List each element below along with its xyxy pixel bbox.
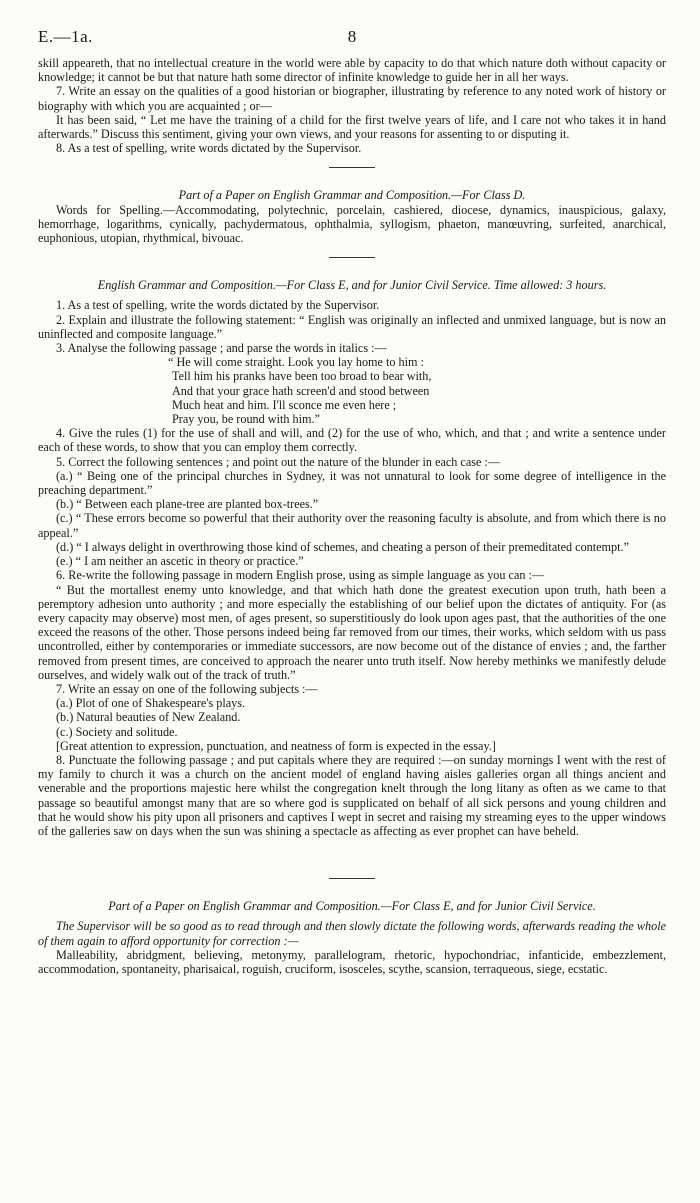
e-question-5: 5. Correct the following sentences ; and point out the nature of the blunder in each case :— [56,454,501,469]
e-question-7: 7. Write an essay on one of the following subjects :— [56,681,318,696]
question-7: 7. Write an essay on the qualities of a good historian or biographer, illustrating by reference to any noted work of history or biography with which you are acquainted ; or— [38,84,666,113]
section-divider [329,167,375,168]
section-e-title: English Grammar and Composition.—For Class E, and for Junior Civil Service. Time allowed: 3 hours. [97,278,607,293]
section-e2-title: Part of a Paper on English Grammar and Composition.—For Class E, and for Junior Civil Service. [108,899,596,914]
e-question-1: 1. As a test of spelling, write the words dictated by the Supervisor. [56,298,380,313]
e-question-5d: (d.) “ I always delight in overthrowing those kind of schemes, and cheating a person of their premeditated contempt.” [56,539,629,554]
e-question-4: 4. Give the rules (1) for the use of shall and will, and (2) for the use of who, which, and that ; and write a sentence under each of these words, to show that you can employ them correctly. [38,426,666,455]
page-header [38,27,666,56]
verse-line: Pray you, be round with him.” [172,412,320,427]
e-question-7a: (a.) Plot of one of Shakespeare's plays. [56,696,246,711]
e-question-5c: (c.) “ These errors become so powerful that their authority over the reasoning faculty is absolute, and from which there is no appeal.” [38,511,666,540]
e-question-7c: (c.) Society and solitude. [56,724,178,739]
question-7-alt: It has been said, “ Let me have the training of a child for the first twelve years of life, and I care not who takes it in hand afterwards.” Discuss this sentiment, giving your own views, and your reasons for assenting to or disputing it. [38,112,666,142]
e-question-2: 2. Explain and illustrate the following statement: “ English was originally an inflected and unmixed language, but is now an uninflected and composite language.” [38,312,666,341]
section-e2-words: Malleability, abridgment, believing, metonymy, parallelogram, rhetoric, hypochondriac, infanticide, embezzlement, accommodation, spontaneity, pharisaical, roguish, cruciform, isosceles, scythe, scansion, terraqueous, siege, ecstatic. [38,947,666,976]
e-question-6-passage: “ But the mortallest enemy unto knowledge, and that which hath done the greatest execution upon truth, hath been a peremptory adhesion unto authority ; and more especially the establishing of our belief upon the dictates of antiquity. For (as every capacity may observe) most men, of ages present, so superstitiously do look upon ages past, that the authorities of the one exceed the reasons of the other. Those persons indeed being far removed from our times, their works, which seldom with us pass uncontrolled, either by contemporaries or immediate successors, are now become out of the distance of envies ; and, the farther removed from present times, are conceived to approach the nearer unto truth itself. Now hereby methinks we manifestly delude ourselves, and widely walk out of the track of truth.” [38,582,666,682]
page-number: 8 [347,27,357,46]
e-question-8: 8. Punctuate the following passage ; and put capitals where they are required :—on sunday mornings I went with the rest of my family to church it was a church on the ancient model of england having aisles galleries organ all things ancient and venerable and the proportions majestic here whilst the congregation knelt through the long litany as often as we came to that passage so beautiful amongst many that are so where god is supplicated on behalf of all sick persons and young children and that he would show his pity upon all prisoners and captives I wept in secret and raising my streaming eyes to the upper windows of the galleries saw on days when the sun was shining a spectacle as affecting as ever prophet can have beheld. [38,752,666,838]
document-code: E.—1a. [38,27,93,46]
verse-line: Much heat and him. I'll sconce me even here ; [172,397,397,412]
verse-line: And that your grace hath screen'd and stood between [172,383,430,398]
e-question-5b: (b.) “ Between each plane-tree are planted box-trees.” [56,497,319,512]
section-d-spelling-words [38,203,666,246]
section-d-title: Part of a Paper on English Grammar and Composition.—For Class D. [178,188,526,203]
e-question-3: 3. Analyse the following passage ; and parse the words in italics :— [56,341,387,356]
continuation-paragraph: skill appeareth, that no intellectual creature in the world were able by capacity to do that which nature doth without capacity or knowledge; it cannot be but that nature hath some director of infinite knowledge to guide her in all her ways. [38,56,666,85]
e-question-5e: (e.) “ I am neither an ascetic in theory or practice.” [56,554,304,569]
verse-line: Tell him his pranks have been too broad to bear with, [172,369,432,384]
section-divider [329,878,375,879]
section-d-words: Words for Spelling.—Accommodating, polytechnic, porcelain, cashiered, diocese, dynamics, inauspicious, galaxy, hemorrhage, logarithms, cynically, pachydermatous, ophthalmia, syllogism, phaeton, manœuvring, surfeited, anarchical, euphonious, utopian, rhythmical, bivouac. [38,202,666,246]
e-question-7-note: [Great attention to expression, punctuation, and neatness of form is expected in the essay.] [56,738,496,753]
section-e2-instruction: The Supervisor will be so good as to read through and then slowly dictate the following words, afterwards reading the whole of them again to afford opportunity for correction :— [38,919,666,948]
question-8: 8. As a test of spelling, write words dictated by the Supervisor. [56,141,362,156]
e-question-7b: (b.) Natural beauties of New Zealand. [56,710,241,725]
e-question-5a: (a.) “ Being one of the principal churches in Sydney, it was not unnatural to look for some degree of intelligence in the preaching department.” [38,468,666,498]
document-page [38,27,666,976]
verse-line: “ He will come straight. Look you lay home to him : [168,355,424,370]
section-divider [329,257,375,258]
e-question-6: 6. Re-write the following passage in modern English prose, using as simple language as you can :— [56,568,545,583]
verse-passage [38,355,666,426]
